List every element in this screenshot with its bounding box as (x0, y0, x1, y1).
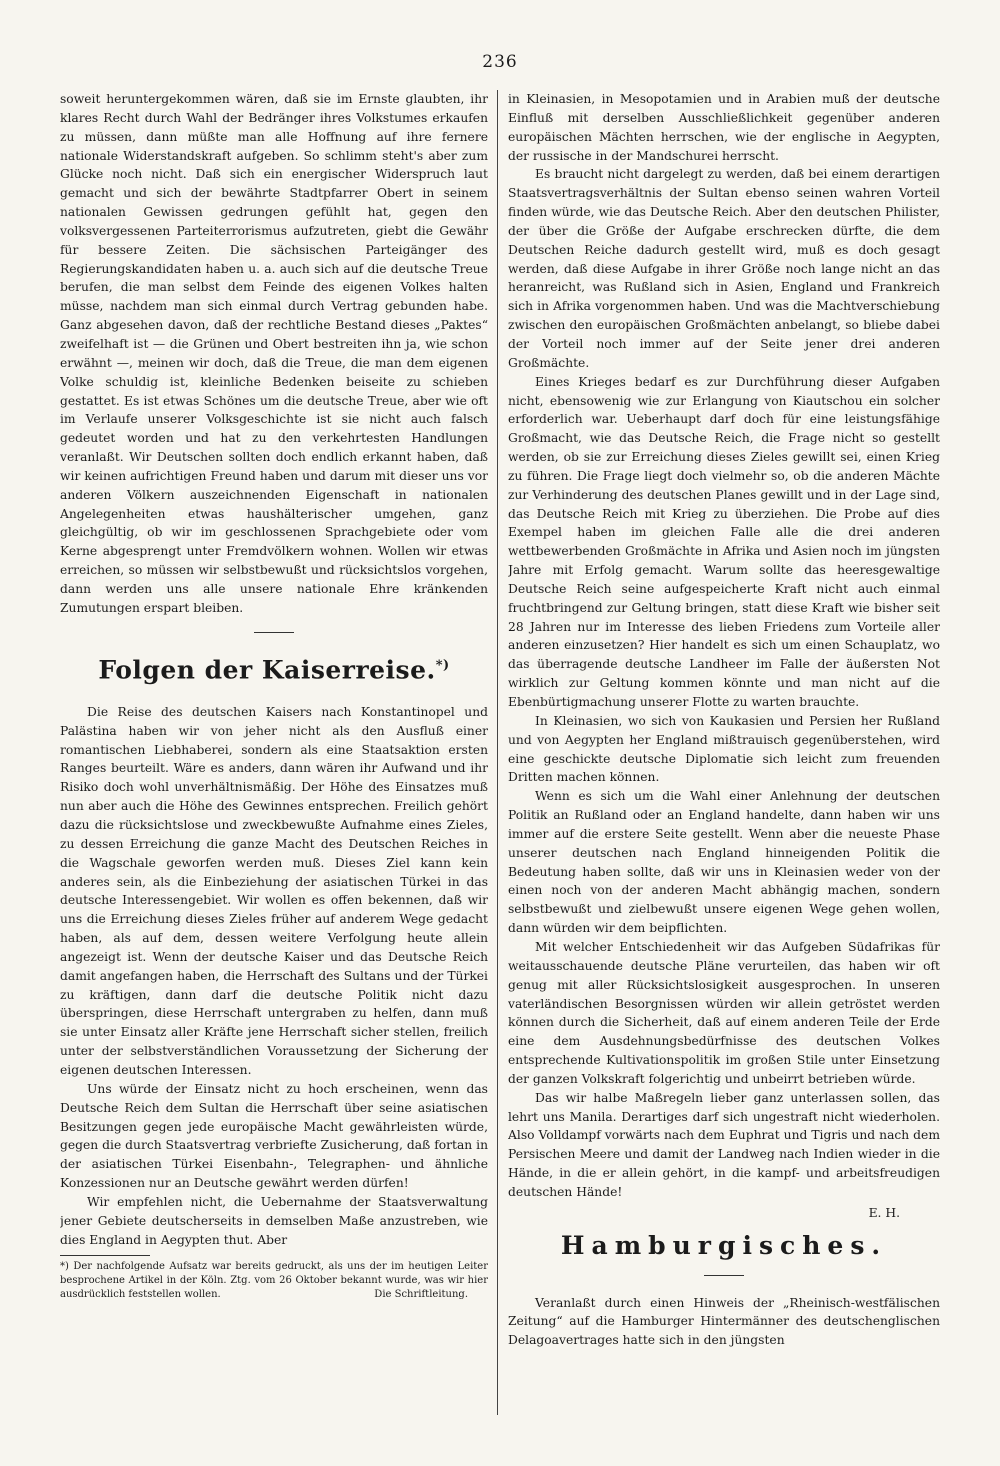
section-headline: Hamburgisches. (560, 1230, 888, 1260)
paragraph: Wenn es sich um die Wahl einer Anlehnung der deutschen Politik an Rußland oder an England handelte, dann haben wir uns immer auf die erstere Seite gestellt. Wenn aber die neueste Phase unserer deutschen nach England hinneigenden Politik die Bedeutung haben sollte, daß wir uns in Kleinasien weder von der einen noch von der anderen Macht abhängig machen, sondern selbstbewußt und zielbewußt unsere eigenen Wege gehen wollen, dann würden wir dem beipflichten. (508, 789, 940, 936)
footnote-rule (60, 1255, 150, 1256)
column-divider (497, 90, 498, 1415)
left-column (60, 90, 488, 1435)
footnote-signature: Die Schriftleitung. (374, 1289, 468, 1301)
right-column (508, 90, 940, 1435)
page-number: 236 (482, 52, 518, 72)
separator-rule (704, 1275, 744, 1276)
article-headline (60, 651, 488, 685)
paragraph: Uns würde der Einsatz nicht zu hoch erscheinen, wenn das Deutsche Reich dem Sultan die Herrschaft über seine asiatischen Besitzungen gegen jede europäische Macht gewährleisten würde, gegen die durch Staatsvertrag verbriefte Zusicherung, daß fortan in der asiatischen Türkei Eisenbahn-, Telegraphen- und ähnliche Konzessionen nur an Deutsche gewährt werden dürfen! (60, 1081, 488, 1191)
paragraph: Eines Krieges bedarf es zur Durchführung dieser Aufgaben nicht, ebensowenig wie zur Erlangung von Kiautschou ein solcher erforderlich war. Ueberhaupt darf doch für eine leistungsfähige Großmacht, wie das Deutsche Reich, die Frage nicht so gestellt werden, ob sie zur Erreichung dieses Zieles gewillt sei, einen Krieg zu führen. Die Frage liegt doch vielmehr so, ob die anderen Mächte zur Verhinderung des deutschen Planes gewillt und in der Lage sind, das Deutsche Reich mit Krieg zu überziehen. Die Probe auf dies Exempel haben im gleichen Falle alle die drei anderen wettbewerbenden Großmächte in Afrika und Asien noch im jüngsten Jahre mit Erfolg gemacht. Warum sollte das heeresgewaltige Deutsche Reich seine aufgespeicherte Kraft nicht auch einmal fruchtbringend zur Geltung bringen, statt diese Kraft wie bisher seit 28 Jahren nur im Interesse des lieben Friedens zum Vorteile aller anderen einzusetzen? Hier handelt es sich um einen Schauplatz, wo das überragende deutsche Landheer im Falle der äußersten Not wirklich zur Geltung kommen könnte und man nicht auf die Ebenbürtigmachung unserer Flotte zu warten brauchte. (508, 374, 940, 709)
author-signature: E. H. (868, 1205, 900, 1220)
paragraph: in Kleinasien, in Mesopotamien und in Arabien muß der deutsche Einfluß mit derselben Ausschließlichkeit gegenüber anderen europäischen Mächten herrschen, wie der englische in Aegypten, der russische in der Mandschurei herrscht. (508, 92, 940, 163)
paragraph: Mit welcher Entschiedenheit wir das Aufgeben Südafrikas für weitausschauende deutsche Pläne verurteilen, das haben wir oft genug mit aller Rücksichtslosigkeit ausgesprochen. In unseren vaterländischen Besorgnissen würden wir allein getröstet werden können durch die Sicherheit, daß auf einem anderen Teile der Erde eine dem Ausdehnungsbedürfnisse des deutschen Volkes entsprechende Kultivationspolitik im großen Stile unter Einsetzung der ganzen Volkskraft folgerichtig und unbeirrt betrieben würde. (508, 939, 940, 1086)
footnote (60, 1260, 488, 1302)
paragraph: Die Reise des deutschen Kaisers nach Konstantinopel und Palästina haben wir von jeher nicht als den Ausfluß einer romantischen Liebhaberei, sondern als eine Staatsaktion ersten Ranges beurteilt. Wäre es anders, dann wären ihr Aufwand und ihr Risiko doch wohl unverhältnismäßig. Der Höhe des Einsatzes muß nun aber auch die Höhe des Gewinnes entsprechen. Freilich gehört dazu die rücksichtslose und zweckbewußte Aufnahme eines Zieles, zu dessen Erreichung die ganze Macht des Deutschen Reiches in die Wagschale geworfen werden muß. Dieses Ziel kann kein anderes sein, als die Einbeziehung der asiatischen Türkei in das deutsche Interessengebiet. Wir wollen es offen bekennen, daß wir uns die Erreichung dieses Zieles früher auf anderem Wege gedacht haben, als auf dem, dessen weitere Verfolgung heute allein angezeigt ist. Wenn der deutsche Kaiser und das Deutsche Reich damit angefangen haben, die Herrschaft des Sultans und der Türkei zu kräftigen, dann darf die deutsche Politik nicht dazu überspringen, diese Herrschaft untergraben zu helfen, dann muß sie unter Einsatz aller Kräfte jene Herrschaft sicher stellen, freilich unter der selbstverständlichen Voraussetzung der Sicherung der eigenen deutschen Interessen. (60, 704, 488, 1077)
paragraph: Veranlaßt durch einen Hinweis der „Rheinisch-westfälischen Zeitung“ auf die Hamburger Hintermänner des deutschenglischen Delagoavertrages hatte sich in den jüngsten (508, 1295, 940, 1348)
paragraph: Das wir halbe Maßregeln lieber ganz unterlassen sollen, das lehrt uns Manila. Derartiges darf sich ungestraft nicht wiederholen. Also Volldampf vorwärts nach dem Euphrat und Tigris und nach dem Persischen Meere und damit der Landweg nach Indien wieder in die Hände, in die er allein gehört, in die kampf- und arbeitsfreudigen deutschen Hände! (508, 1090, 940, 1199)
footnote-text: *) Der nachfolgende Aufsatz war bereits gedruckt, als uns der im heutigen Leiter besprochene Artikel in der Köln. Ztg. vom 26 Oktober bekannt wurde, was wir hier ausdrücklich feststellen wollen. (60, 1261, 488, 1301)
paragraph: Es braucht nicht dargelegt zu werden, daß bei einem derartigen Staatsvertragsverhältnis der Sultan ebenso seinen wahren Vorteil finden würde, wie das Deutsche Reich. Aber den deutschen Philister, der über die Größe der Aufgabe erschrecken dürfte, die dem Deutschen Reiche dadurch gestellt wird, muß es doch gesagt werden, daß diese Aufgabe in ihrer Größe noch lange nicht an das heranreicht, was Rußland sich in Asien, England und Frankreich sich in Afrika vorgenommen haben. Und was die Machtverschiebung zwischen den europäischen Großmächten anbelangt, so bliebe dabei der Vorteil noch immer auf der Seite jener drei anderen Großmächte. (508, 167, 940, 370)
headline-text: Folgen der Kaiserreise. (98, 654, 436, 684)
paragraph: Wir empfehlen nicht, die Uebernahme der Staatsverwaltung jener Gebiete deutscherseits in demselben Maße anzustreben, wie dies England in Aegypten thut. Aber (60, 1194, 488, 1247)
paragraph: In Kleinasien, wo sich von Kaukasien und Persien her Rußland und von Aegypten her England mißtrauisch gegenüberstehen, wird eine geschickte deutsche Diplomatie sich leicht zum freuenden Dritten machen können. (508, 713, 940, 785)
article-continuation: soweit heruntergekommen wären, daß sie im Ernste glaubten, ihr klares Recht durch Wahl der Bedränger ihres Volkstumes erkaufen zu müssen, dann müßte man alle Hoffnung auf ihre fernere nationale Widerstandskraft aufgeben. So schlimm steht's aber zum Glücke noch nicht. Daß sich ein energischer Widerspruch laut gemacht und sich der bewährte Stadtpfarrer Obert in seinem nationalen Gewissen gedrungen gefühlt hat, gegen den volksvergessenen Parteiterrorismus aufzutreten, giebt die Gewähr für bessere Zeiten. Die sächsischen Parteigänger des Regierungskandidaten haben u. a. auch sich auf die deutsche Treue berufen, die man selbst dem Feinde des eigenen Volkes halten müsse, nachdem man sich einmal durch Vertrag gebunden habe. Ganz abgesehen davon, daß der rechtliche Bestand dieses „Paktes“ zweifelhaft ist — die Grünen und Obert bestreiten ihn ja, wie schon erwähnt —, meinen wir doch, daß die Treue, die man dem eigenen Volke schuldig ist, kleinliche Bedenken beiseite zu schieben gestattet. Es ist etwas Schönes um die deutsche Treue, aber wie oft im Verlaufe unserer Volksgeschichte ist sie nicht auch falsch gedeutet worden und hat zu den verkehrtesten Handlungen veranlaßt. Wir Deutschen sollten doch endlich erkannt haben, daß wir keinen aufrichtigen Freund haben und darum mit dieser uns vor anderen Völkern auszeichnenden Eigenschaft in nationalen Angelegenheiten etwas haushälterischer umgehen, ganz gleichgültig, ob wir im geschlossenen Sprachgebiete oder vom Kerne abgesprengt unter Fremdvölkern wohnen. Wollen wir etwas erreichen, so müssen wir selbstbewußt und rücksichtslos vorgehen, dann werden uns alle unsere nationale Ehre kränkenden Zumutungen erspart bleiben. (60, 92, 488, 615)
separator-rule (254, 632, 294, 633)
footnote-mark: *) (435, 657, 450, 673)
